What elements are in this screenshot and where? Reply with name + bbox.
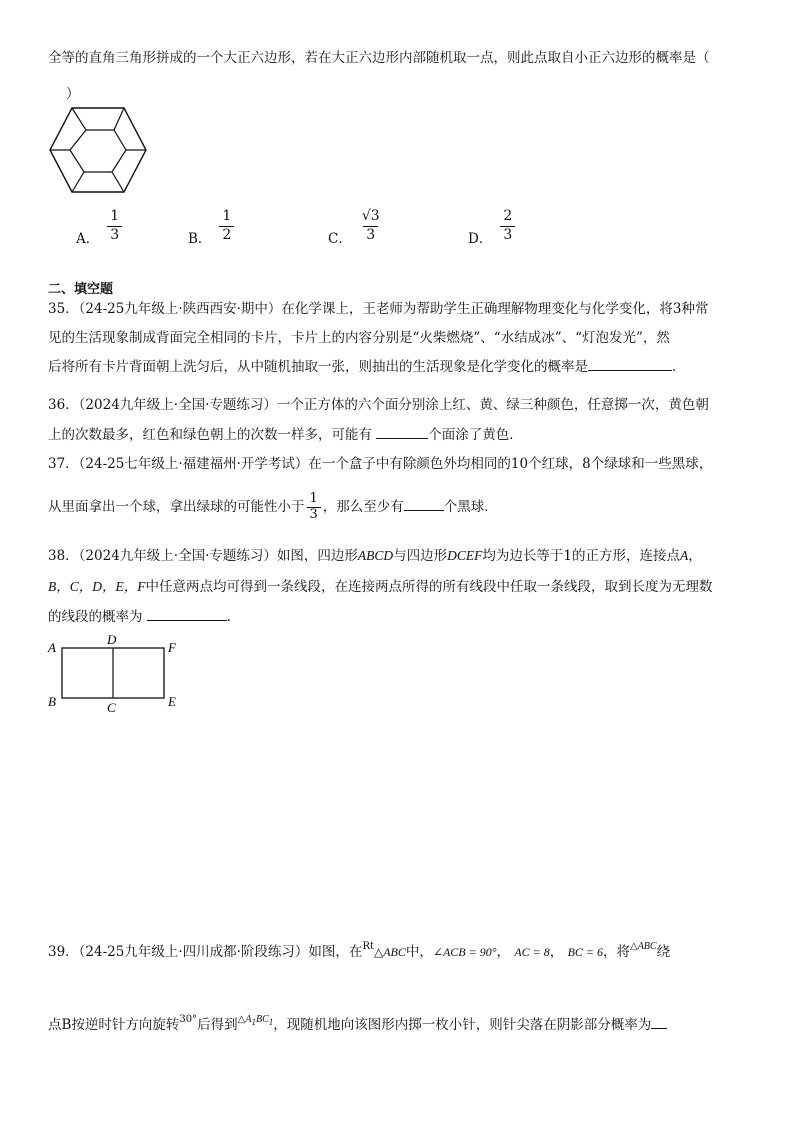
q35-line1: 35．（24-25九年级上·陕西西安·期中）在化学课上，王老师为帮助学生正确理解物理变化与化学变化，将3种常	[48, 301, 709, 317]
q37-line1: 37．（24-25七年级上·福建福州·开学考试）在一个盒子中有除颜色外均相同的10个红球，8个绿球和一些黑球，	[48, 456, 713, 472]
squares-figure	[44, 630, 194, 716]
option-c-fraction: $\frac{√3}{3}$	[361, 208, 380, 243]
q38-line1: 38．（2024九年级上·全国·专题练习）如图，四边形ABCD与四边形DCEF均为边长等于1的正方形，连接点A，	[48, 548, 702, 564]
q34-line2: ）	[66, 86, 80, 102]
fig-label-b: B	[48, 694, 56, 709]
q39-line1: 39．（24-25九年级上·四川成都·阶段练习）如图，在$^{Rt}$△ABC中，∠ACB = 90°， AC = 8， BC = 6，将$^{\triangle ABC}$绕	[48, 941, 671, 960]
q39-answer-blank[interactable]	[651, 1014, 667, 1029]
q34-line1: 全等的直角三角形拼成的一个大正六边形，若在大正六边形内部随机取一点，则此点取自小正六边形的概率是（	[48, 50, 710, 66]
q38-answer-blank[interactable]	[147, 606, 227, 621]
q37-line2: 从里面拿出一个球，拿出绿球的可能性小于 $\frac{1}{3}$ ，那么至少有 个黑球．	[48, 491, 498, 522]
fig-label-c: C	[107, 700, 116, 715]
option-d-fraction: $\frac{2}{3}$	[500, 208, 515, 244]
fig-label-d: D	[107, 632, 117, 647]
q38-line3: 的线段的概率为 ．	[48, 605, 240, 625]
q36-line2: 上的次数最多，红色和绿色朝上的次数一样多，可能有 个面涂了黄色．	[48, 423, 523, 443]
option-b-fraction: $\frac{1}{2}$	[219, 208, 234, 244]
fig-label-f: F	[168, 640, 176, 655]
option-a[interactable]	[76, 205, 124, 247]
option-d-label: D．	[468, 231, 493, 247]
fig-label-a: A	[48, 640, 56, 655]
option-a-fraction: $\frac{1}{3}$	[107, 208, 122, 244]
q39-line2: 点B按逆时针方向旋转$^{30^\circ}$后得到$^{\triangle A1BC1}$，现随机地向该图形内掷一枚小针，则针尖落在阴影部分概率为	[48, 1013, 667, 1033]
q38-line2: B，C，D，E，F中任意两点均可得到一条线段，在连接两点所得的所有线段中任取一条线段，取到长度为无理数	[48, 579, 713, 595]
q35-line2: 见的生活现象制成背面完全相同的卡片，卡片上的内容分别是“火柴燃烧”、“水结成冰”、“灯泡发光”，然	[48, 330, 670, 346]
hexagon-figure	[48, 106, 148, 194]
q37-fraction: $\frac{1}{3}$	[307, 492, 321, 523]
option-c[interactable]	[328, 205, 384, 247]
option-b[interactable]	[188, 205, 236, 247]
option-a-label: A．	[76, 231, 100, 247]
option-d[interactable]	[468, 205, 517, 247]
fig-label-e: E	[168, 694, 176, 709]
q36-answer-blank[interactable]	[376, 424, 428, 439]
q35-answer-blank[interactable]	[588, 356, 672, 371]
q37-answer-blank[interactable]	[404, 496, 444, 511]
option-c-label: C．	[328, 231, 352, 247]
q36-line1: 36．（2024九年级上·全国·专题练习）一个正方体的六个面分别涂上红、黄、绿三种颜色，任意掷一次，黄色朝	[48, 397, 709, 413]
q35-line3: 后将所有卡片背面朝上洗匀后，从中随机抽取一张，则抽出的生活现象是化学变化的概率是 ．	[48, 355, 686, 375]
section-title: 二、填空题	[48, 282, 114, 297]
option-b-label: B．	[188, 231, 212, 247]
